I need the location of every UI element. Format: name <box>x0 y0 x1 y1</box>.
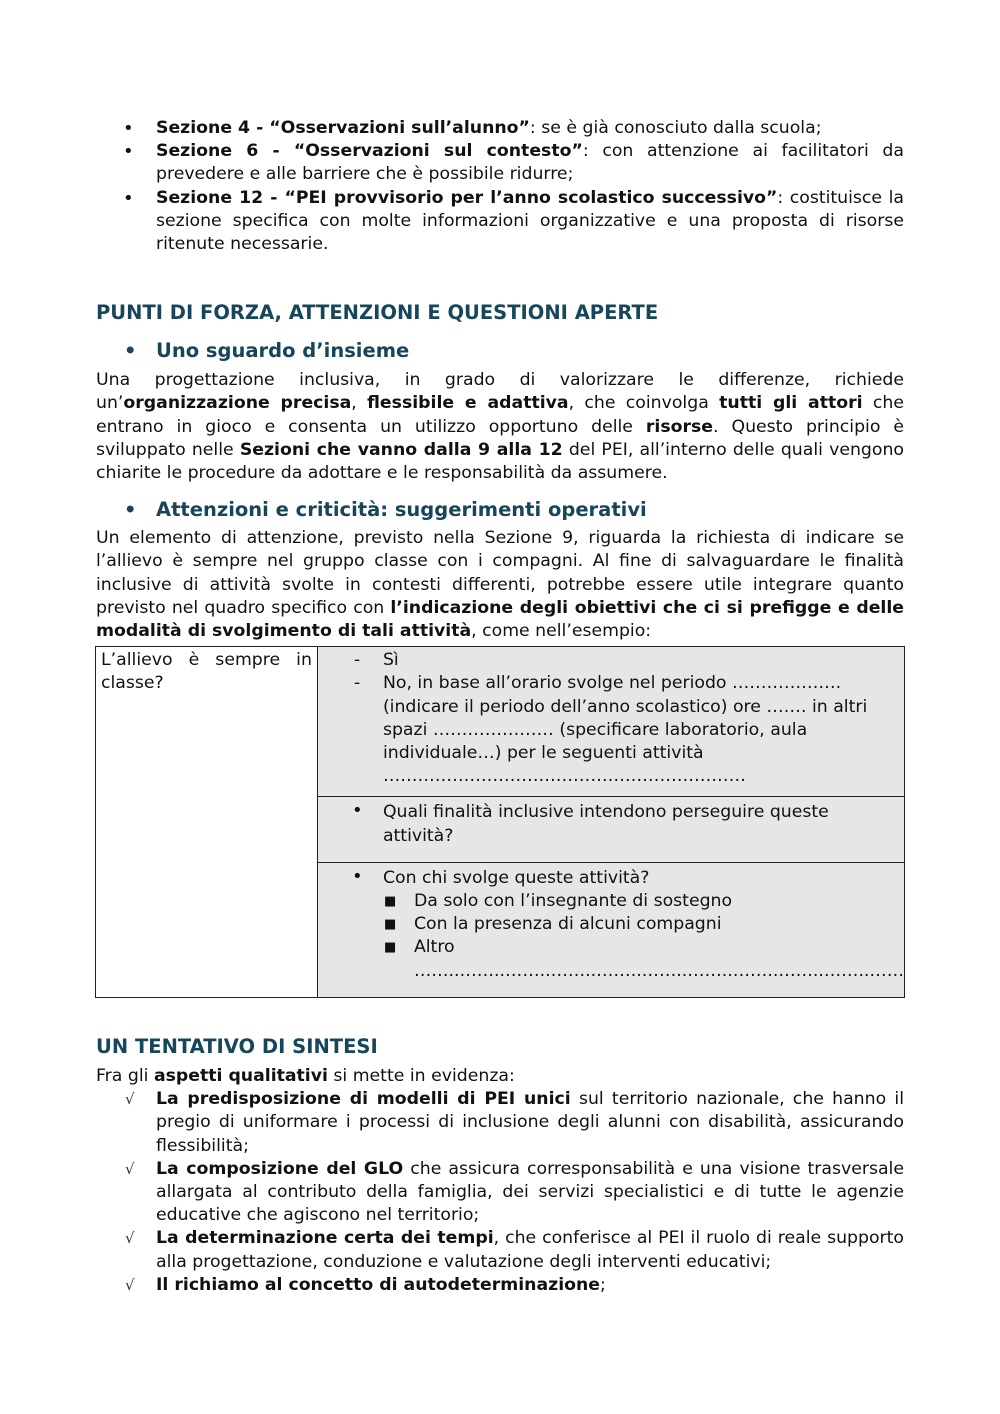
paragraph-elemento-attenzione: Un elemento di attenzione, previsto nella Sezione 9, riguarda la richiesta di indicare se l’allievo è sempre nel gruppo classe con i compagni. Al fine di salvaguardare le finalità inclusive di attività svolte in contesti differenti, potrebbe essere utile integrare quanto previsto nel quadro specifico con l’indicazione degli obiettivi che ci si prefigge e delle modalità di svolgimento di tali attività, come nell’esempio: <box>96 528 904 642</box>
sections-list <box>96 117 904 256</box>
section-heading-punti-di-forza: PUNTI DI FORZA, ATTENZIONI E QUESTIONI APERTE <box>96 301 659 325</box>
bullet-icon: • <box>123 141 134 163</box>
question-con-chi: • Con chi svolge queste attività? <box>351 865 650 888</box>
subheading-attenzioni-criticita: • Attenzioni e criticità: suggerimenti operativi <box>124 498 647 522</box>
bullet-icon: • <box>123 187 134 209</box>
list-item: • Sezione 12 - “PEI provvisorio per l’anno scolastico successivo”: costituisce la sezione specifica con molte informazioni organizzative e una proposta di risorse ritenute necessarie. <box>123 187 904 255</box>
option-no: - No, in base all’orario svolge nel periodo ………………. (indicare il periodo dell’anno scolastico) ore ……. in altri spazi ………………… (specificare laboratorio, aula individuale…) per le seguenti attività ……………………………………………………… <box>353 673 868 787</box>
list-item: √ La predisposizione di modelli di PEI unici sul territorio nazionale, che hanno il pregio di uniformare i processi di inclusione degli alunni con disabilità, assicurando flessibilità; <box>125 1089 904 1156</box>
check-icon: √ <box>125 1090 135 1109</box>
table-cell-con-chi <box>317 862 904 997</box>
list-item: √ La composizione del GLO che assicura corresponsabilità e una visione trasversale allargata al contributo della famiglia, dei servizi specialistici e di tutte le agenzie educative che agiscono nel territorio; <box>125 1158 904 1226</box>
sub-option: ■ Altro <box>318 936 904 959</box>
list-item: √ La determinazione certa dei tempi, che conferisce al PEI il ruolo di reale supporto alla progettazione, conduzione e valutazione degli interventi educativi; <box>125 1228 905 1272</box>
check-icon: √ <box>125 1159 135 1178</box>
example-table <box>95 646 905 998</box>
bullet-icon: • <box>351 865 363 887</box>
square-bullet-icon: ■ <box>383 894 397 910</box>
option-yes: - Sì <box>318 649 904 672</box>
list-item: • Sezione 6 - “Osservazioni sul contesto”: con attenzione ai facilitatori da prevedere e alle barriere che è possibile ridurre; <box>123 141 904 185</box>
list-item: √ Il richiamo al concetto di autodeterminazione; <box>96 1274 904 1297</box>
bullet-icon: • <box>124 339 137 363</box>
qualitative-aspects-list <box>96 1088 904 1297</box>
sub-option: ■ Con la presenza di alcuni compagni <box>318 913 904 936</box>
check-icon: √ <box>125 1275 135 1294</box>
table-cell-finalita <box>317 797 904 862</box>
page-content <box>96 117 904 1297</box>
square-bullet-icon: ■ <box>383 917 397 933</box>
section-heading-sintesi: UN TENTATIVO DI SINTESI <box>96 1034 378 1058</box>
check-icon: √ <box>125 1229 135 1248</box>
dash-icon: - <box>353 673 361 694</box>
sub-option: ■ Da solo con l’insegnante di sostegno <box>318 890 904 913</box>
question-finalita: • Quali finalità inclusive intendono perseguire queste attività? <box>351 800 829 846</box>
list-item: • Sezione 4 - “Osservazioni sull’alunno”: se è già conosciuto dalla scuola; <box>123 118 822 139</box>
subheading-sguardo-insieme: • Uno sguardo d’insieme <box>124 339 410 363</box>
paragraph-aspetti-qualitativi: Fra gli aspetti qualitativi si mette in evidenza: <box>96 1065 515 1086</box>
bullet-icon: • <box>123 118 134 139</box>
dash-icon: - <box>353 650 361 671</box>
table-question-cell: L’allievo è sempre in classe? <box>96 647 318 998</box>
table-cell-options <box>317 647 904 797</box>
dotted-fill-line: ……..……..……..……..……..……..……..……..……..……..…… <box>413 960 904 981</box>
bullet-icon: • <box>351 800 363 822</box>
paragraph-progettazione: Una progettazione inclusiva, in grado di valorizzare le differenze, richiede un’organizzazione precisa, flessibile e adattiva, che coinvolga tutti gli attori che entrano in gioco e consenta un utilizzo opportuno delle risorse. Questo principio è sviluppato nelle Sezioni che vanno dalla 9 alla 12 del PEI, all’interno delle quali vengono chiarite le procedure da adottare e le responsabilità da assumere. <box>96 370 904 484</box>
bullet-icon: • <box>124 498 137 522</box>
square-bullet-icon: ■ <box>383 940 397 956</box>
